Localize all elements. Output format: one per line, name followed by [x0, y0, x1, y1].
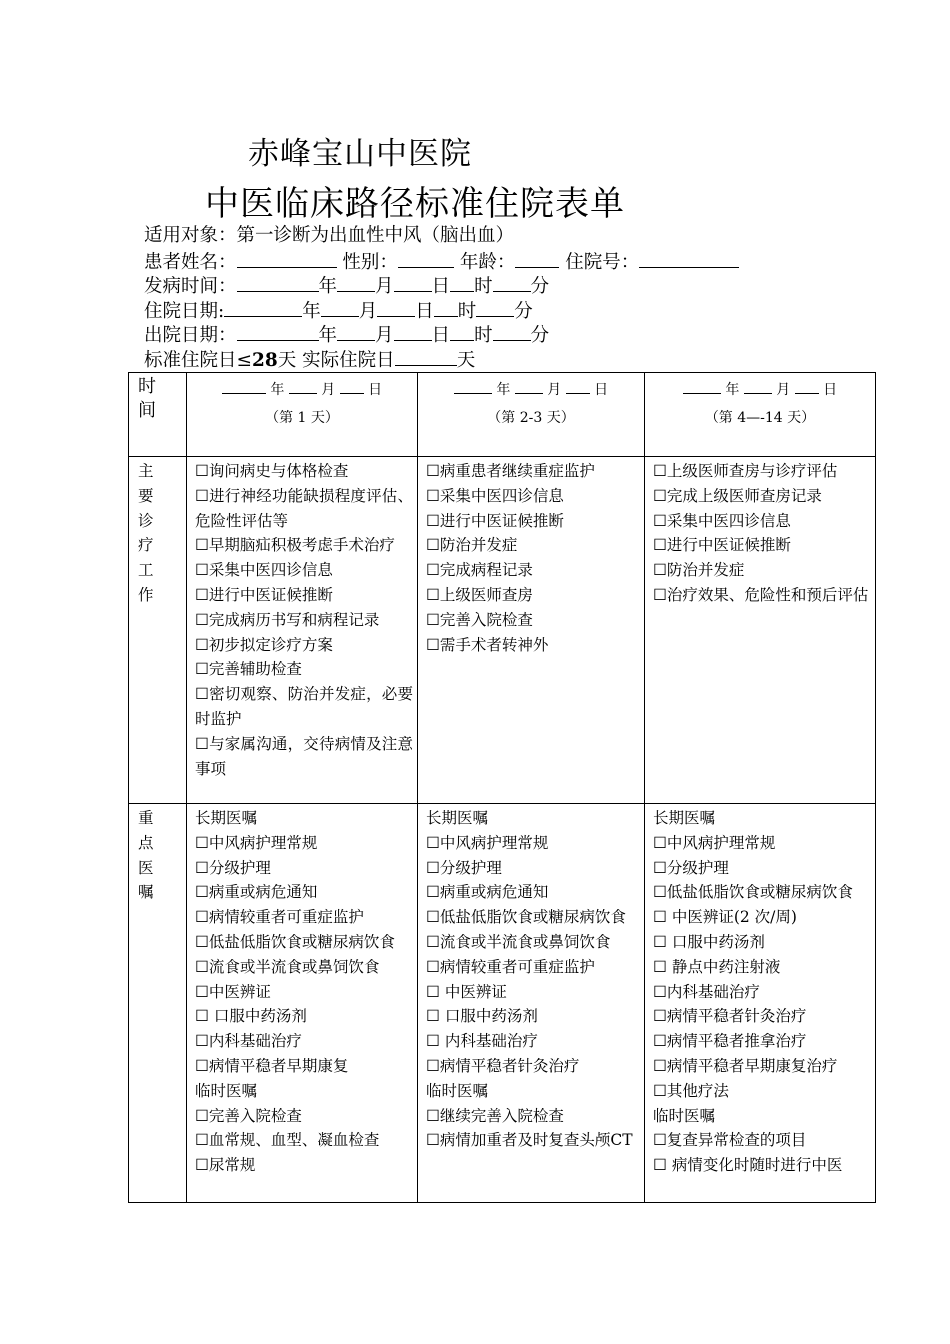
onset-line — [144, 273, 739, 298]
time-label-char: 间 — [138, 400, 156, 421]
onset-label: 发病时间： — [144, 276, 237, 298]
label-char: 医 — [138, 858, 154, 877]
standard-stay-label: 标准住院日≤ — [144, 349, 253, 371]
order-item[interactable]: ☐病情平稳者早期康复治疗 — [653, 1056, 838, 1075]
date-month-field[interactable] — [744, 380, 772, 394]
order-item[interactable]: ☐中风病护理常规 — [195, 833, 318, 852]
name-field[interactable] — [237, 249, 337, 268]
order-item[interactable]: ☐病重或病危通知 — [195, 883, 318, 902]
order-item[interactable]: ☐病情平稳者针灸治疗 — [653, 1007, 807, 1026]
day-column-header — [418, 373, 645, 457]
patient-line — [144, 249, 739, 274]
date-year-unit: 年 — [496, 382, 511, 398]
order-item[interactable]: ☐ 静点中药注射液 — [653, 957, 781, 976]
order-item[interactable]: ☐中风病护理常规 — [426, 833, 549, 852]
order-item[interactable]: ☐病情较重者可重症监护 — [195, 908, 364, 927]
date-day-unit: 日 — [823, 382, 838, 398]
day-range: （第 1 天） — [265, 410, 339, 426]
label-char: 工 — [138, 561, 154, 580]
discharge-hour-field[interactable] — [450, 322, 474, 341]
gender-label: 性别： — [342, 251, 398, 273]
order-item[interactable]: ☐尿常规 — [195, 1156, 256, 1175]
order-item[interactable]: ☐病情平稳者推拿治疗 — [653, 1032, 807, 1051]
checklist-item[interactable]: ☐需手术者转神外 — [426, 635, 549, 654]
hospital-name: 赤峰宝山中医院 — [248, 136, 472, 172]
order-item[interactable]: ☐病情平稳者针灸治疗 — [426, 1056, 580, 1075]
clinical-pathway-table — [128, 372, 876, 1203]
unit-minute: 分 — [530, 325, 550, 347]
discharge-minute-field[interactable] — [493, 322, 531, 341]
admit-line — [144, 298, 739, 323]
checklist-item[interactable]: ☐完成病程记录 — [426, 561, 533, 580]
checklist-item[interactable]: ☐完成上级医师查房记录 — [653, 486, 822, 505]
admit-month-field[interactable] — [321, 298, 359, 317]
header-row — [129, 373, 876, 457]
unit-year: 年 — [302, 300, 321, 322]
patient-info — [144, 224, 739, 372]
order-item: 临时医嘱 — [426, 1081, 489, 1100]
actual-stay-label: 实际住院日 — [302, 349, 395, 371]
order-item[interactable]: ☐ 口服中药汤剂 — [426, 1007, 538, 1026]
unit-hour: 时 — [474, 276, 493, 298]
date-month-unit: 月 — [321, 382, 336, 398]
order-item[interactable]: ☐低盐低脂饮食或糖尿病饮食 — [195, 932, 395, 951]
date-year-field[interactable] — [454, 380, 492, 394]
label-char: 嘱 — [138, 883, 154, 902]
gender-field[interactable] — [398, 249, 454, 268]
checklist-item[interactable]: ☐防治并发症 — [653, 561, 745, 580]
order-item[interactable]: ☐ 口服中药汤剂 — [653, 932, 765, 951]
date-year-unit: 年 — [725, 382, 740, 398]
key-orders-day2-3 — [418, 804, 645, 1203]
label-char: 点 — [138, 833, 154, 852]
label-char: 诊 — [138, 511, 154, 530]
main-work-day1 — [187, 457, 418, 804]
checklist-item[interactable]: ☐防治并发症 — [426, 536, 518, 555]
onset-month-field[interactable] — [337, 273, 375, 292]
date-month-unit: 月 — [547, 382, 562, 398]
order-item[interactable]: ☐低盐低脂饮食或糖尿病饮食 — [426, 908, 626, 927]
order-item[interactable]: ☐内科基础治疗 — [653, 982, 760, 1001]
unit-month: 月 — [375, 325, 394, 347]
admission-no-field[interactable] — [639, 249, 739, 268]
key-orders-day4-14 — [645, 804, 876, 1203]
checklist-item[interactable]: ☐进行中医证候推断 — [653, 536, 791, 555]
key-orders-day1 — [187, 804, 418, 1203]
discharge-label: 出院日期： — [144, 325, 237, 347]
order-item[interactable]: ☐血常规、血型、凝血检查 — [195, 1131, 380, 1150]
date-month-field[interactable] — [289, 380, 317, 394]
order-item[interactable]: ☐病重或病危通知 — [426, 883, 549, 902]
time-label-cell — [129, 373, 187, 457]
order-item[interactable]: ☐病情较重者可重症监护 — [426, 957, 595, 976]
checklist-item[interactable]: ☐采集中医四诊信息 — [653, 511, 791, 530]
unit-minute: 分 — [514, 300, 533, 322]
admit-year-field[interactable] — [224, 298, 302, 317]
label-char: 作 — [138, 585, 154, 604]
date-day-unit: 日 — [594, 382, 609, 398]
date-month-field[interactable] — [515, 380, 543, 394]
actual-stay-unit: 天 — [456, 349, 476, 371]
admit-day-field[interactable] — [377, 298, 415, 317]
day-column-header — [645, 373, 876, 457]
date-day-field[interactable] — [340, 380, 364, 394]
discharge-month-field[interactable] — [337, 322, 375, 341]
date-year-unit: 年 — [270, 382, 285, 398]
age-label: 年龄： — [459, 251, 516, 273]
order-item: 临时医嘱 — [653, 1106, 716, 1125]
admit-label: 住院日期: — [144, 300, 225, 322]
main-work-day2-3 — [418, 457, 645, 804]
unit-year: 年 — [318, 276, 338, 298]
unit-month: 月 — [375, 276, 394, 298]
order-item[interactable]: ☐流食或半流食或鼻饲饮食 — [195, 957, 380, 976]
order-item[interactable]: ☐ 口服中药汤剂 — [195, 1007, 307, 1026]
checklist-item[interactable]: ☐与家属沟通，交待病情及注意事项 — [195, 734, 413, 778]
order-item[interactable]: ☐ 中医辨证 — [426, 982, 507, 1001]
order-item[interactable]: ☐分级护理 — [426, 858, 502, 877]
day-column-header — [187, 373, 418, 457]
order-item[interactable]: ☐ 病情变化时随时进行中医 — [653, 1156, 843, 1175]
order-item[interactable]: ☐内科基础治疗 — [195, 1032, 302, 1051]
main-work-day4-14 — [645, 457, 876, 804]
date-year-field[interactable] — [683, 380, 721, 394]
checklist-item[interactable]: ☐早期脑疝积极考虑手术治疗 — [195, 536, 395, 555]
order-item[interactable]: ☐完善入院检查 — [195, 1106, 302, 1125]
discharge-year-field[interactable] — [237, 322, 319, 341]
checklist-item[interactable]: ☐完成病历书写和病程记录 — [195, 610, 380, 629]
order-item[interactable]: ☐继续完善入院检查 — [426, 1106, 564, 1125]
order-item[interactable]: ☐ 中医辨证(2 次/周) — [653, 908, 797, 927]
order-item: 长期医嘱 — [195, 809, 258, 827]
name-label: 患者姓名： — [144, 251, 237, 273]
date-day-unit: 日 — [368, 382, 383, 398]
order-item: 临时医嘱 — [195, 1081, 258, 1100]
date-month-unit: 月 — [776, 382, 791, 398]
onset-day-field[interactable] — [394, 273, 432, 292]
order-item: 长期医嘱 — [426, 809, 489, 827]
checklist-item[interactable]: ☐治疗效果、危险性和预后评估 — [653, 585, 869, 604]
unit-year: 年 — [318, 325, 338, 347]
checklist-item[interactable]: ☐完善辅助检查 — [195, 660, 302, 679]
key-orders-label — [129, 804, 187, 1203]
unit-hour: 时 — [457, 300, 477, 322]
label-char: 疗 — [138, 536, 154, 555]
order-item[interactable]: ☐分级护理 — [195, 858, 271, 877]
order-item[interactable]: ☐中医辨证 — [195, 982, 271, 1001]
unit-hour: 时 — [474, 325, 493, 347]
checklist-item[interactable]: ☐进行中医证候推断 — [426, 511, 564, 530]
checklist-item[interactable]: ☐上级医师查房 — [426, 585, 533, 604]
discharge-day-field[interactable] — [394, 322, 432, 341]
standard-stay-unit: 天 — [277, 349, 297, 371]
checklist-item[interactable]: ☐采集中医四诊信息 — [195, 561, 333, 580]
order-item: 长期医嘱 — [653, 809, 716, 827]
admit-minute-field[interactable] — [476, 298, 514, 317]
day-range: （第 4—-14 天） — [704, 410, 816, 426]
checklist-item[interactable]: ☐密切观察、防治并发症，必要时监护 — [195, 685, 413, 728]
form-title: 中医临床路径标准住院表单 — [205, 184, 625, 224]
checklist-item[interactable]: ☐病重患者继续重症监护 — [426, 462, 595, 480]
checklist-item[interactable]: ☐询问病史与体格检查 — [195, 462, 349, 480]
checklist-item[interactable]: ☐完善入院检查 — [426, 610, 533, 629]
unit-day: 日 — [431, 325, 451, 347]
checklist-item[interactable]: ☐进行神经功能缺损程度评估、危险性评估等 — [195, 486, 413, 530]
age-field[interactable] — [515, 249, 559, 268]
date-day-field[interactable] — [566, 380, 590, 394]
unit-day: 日 — [431, 276, 451, 298]
admission-no-label: 住院号： — [565, 251, 640, 273]
order-item[interactable]: ☐中风病护理常规 — [653, 833, 776, 852]
label-char: 要 — [138, 486, 154, 505]
onset-hour-field[interactable] — [450, 273, 474, 292]
day-range: （第 2-3 天） — [487, 410, 575, 426]
key-orders-row — [129, 804, 876, 1203]
order-item[interactable]: ☐复查异常检查的项目 — [653, 1131, 807, 1150]
actual-stay-field[interactable] — [395, 347, 457, 366]
order-item[interactable]: ☐流食或半流食或鼻饲饮食 — [426, 932, 611, 951]
order-item[interactable]: ☐病情加重者及时复查头颅CT — [426, 1131, 633, 1150]
onset-minute-field[interactable] — [493, 273, 531, 292]
checklist-item[interactable]: ☐上级医师查房与诊疗评估 — [653, 462, 838, 480]
unit-month: 月 — [358, 300, 378, 322]
order-item[interactable]: ☐病情平稳者早期康复 — [195, 1056, 349, 1075]
order-item[interactable]: ☐ 内科基础治疗 — [426, 1032, 538, 1051]
date-year-field[interactable] — [222, 380, 266, 394]
checklist-item[interactable]: ☐采集中医四诊信息 — [426, 486, 564, 505]
standard-stay-value: 28 — [252, 349, 278, 371]
applicable-line: 适用对象：第一诊断为出血性中风（脑出血） — [144, 225, 515, 246]
label-char: 主 — [138, 462, 154, 480]
time-label-char: 时 — [138, 376, 156, 397]
main-work-row — [129, 457, 876, 804]
admit-hour-field[interactable] — [434, 298, 458, 317]
order-item[interactable]: ☐分级护理 — [653, 858, 729, 877]
onset-year-field[interactable] — [237, 273, 319, 292]
label-char: 重 — [138, 809, 154, 827]
stay-line — [144, 347, 739, 372]
unit-minute: 分 — [530, 276, 550, 298]
checklist-item[interactable]: ☐进行中医证候推断 — [195, 585, 333, 604]
order-item[interactable]: ☐其他疗法 — [653, 1081, 729, 1100]
main-work-label — [129, 457, 187, 804]
checklist-item[interactable]: ☐初步拟定诊疗方案 — [195, 635, 333, 654]
unit-day: 日 — [415, 300, 434, 322]
order-item[interactable]: ☐低盐低脂饮食或糖尿病饮食 — [653, 883, 853, 902]
date-day-field[interactable] — [795, 380, 819, 394]
discharge-line — [144, 322, 739, 347]
